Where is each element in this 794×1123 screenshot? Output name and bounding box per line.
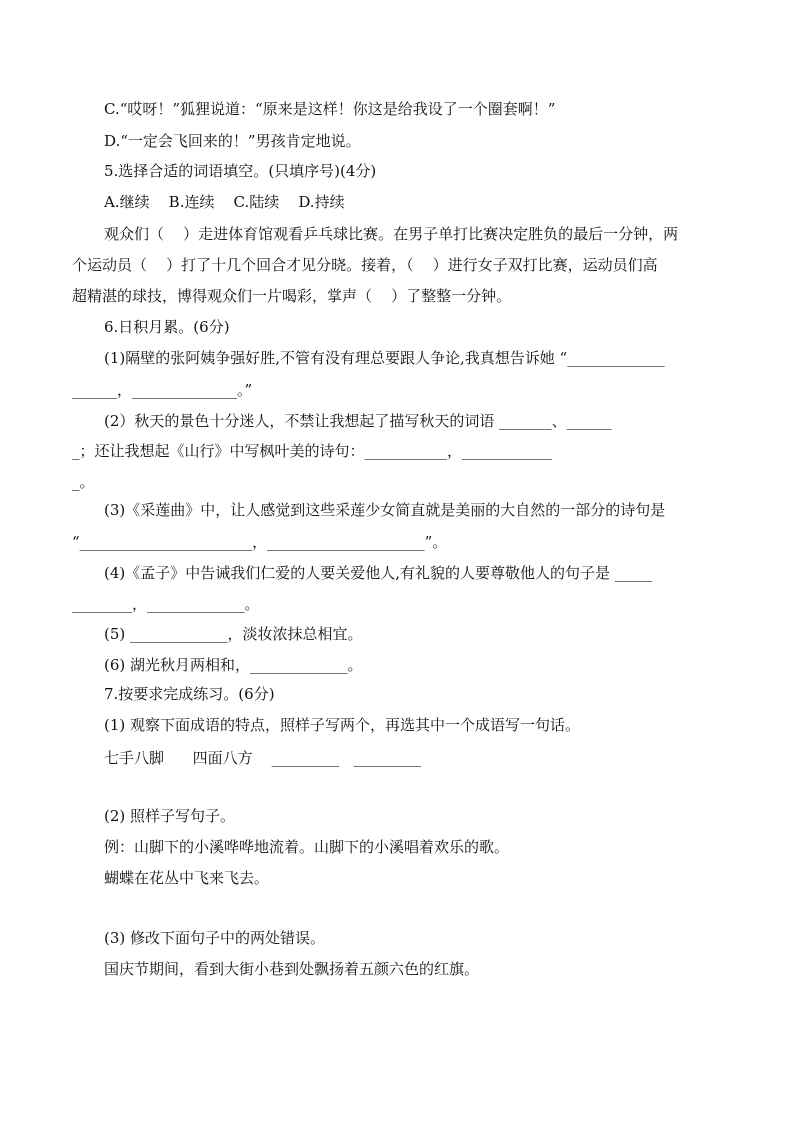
q4-option-d: D.“一定会飞回来的！”男孩肯定地说。 [104, 132, 361, 150]
q6-2-line3: _。 [72, 473, 95, 491]
q6-title: 6.日积月累。(6分) [104, 318, 230, 336]
q6-1-line1: (1)隔壁的张阿姨争强好胜,不管有没有理总要跟人争论,我真想告诉她 “_____________ [104, 349, 665, 367]
q7-3-instruction: (3) 修改下面句子中的两处错误。 [104, 929, 326, 947]
q6-1-line2: ______，______________。” [72, 381, 253, 399]
q6-3-line1: (3)《采莲曲》中，让人感觉到这些采莲少女简直就是美丽的大自然的一部分的诗句是 [104, 501, 666, 519]
q6-4-line2: ________，_____________。 [72, 595, 260, 613]
q6-6: (6) 湖光秋月两相和，_____________。 [104, 656, 363, 674]
q5-paragraph-line3: 超精湛的球技，博得观众们一片喝彩，掌声（ ）了整整一分钟。 [72, 287, 512, 305]
q7-2-task: 蝴蝶在花丛中飞来飞去。 [104, 869, 270, 887]
q6-3-line2: “_______________________，_____________________”。 [72, 533, 448, 551]
q5-title: 5.选择合适的词语填空。(只填序号)(4分) [104, 162, 377, 180]
q7-2-instruction: (2) 照样子写句子。 [104, 807, 236, 825]
q6-4-line1: (4)《孟子》中告诫我们仁爱的人要关爱他人,有礼貌的人要尊敬他人的句子是 _____ [104, 564, 653, 582]
q4-option-c: C.“哎呀！”狐狸说道：“原来是这样！你这是给我设了一个圈套啊！” [104, 100, 556, 118]
q7-1-instruction: (1) 观察下面成语的特点，照样子写两个，再选其中一个成语写一句话。 [104, 716, 581, 734]
q5-paragraph-line2: 个运动员（ ）打了十几个回合才见分晓。接着，（ ）进行女子双打比赛，运动员们高 [72, 256, 658, 274]
q6-2-line2: _；还让我想起《山行》中写枫叶美的诗句：___________，____________ [72, 442, 553, 460]
q7-3-task: 国庆节期间，看到大街小巷到处飘扬着五颜六色的红旗。 [104, 960, 480, 978]
q5-paragraph-line1: 观众们（ ）走进体育馆观看乒乓球比赛。在男子单打比赛决定胜负的最后一分钟，两 [104, 225, 679, 243]
q7-title: 7.按要求完成练习。(6分) [104, 685, 275, 703]
q7-2-example: 例：山脚下的小溪哗哗地流着。山脚下的小溪唱着欢乐的歌。 [104, 838, 510, 856]
q6-2-line1: (2）秋天的景色十分迷人，不禁让我想起了描写秋天的词语 _______、______ [104, 412, 612, 430]
q7-1-examples: 七手八脚 四面八方 _________ _________ [104, 749, 421, 767]
q5-options: A.继续 B.连续 C.陆续 D.持续 [104, 193, 345, 211]
q6-5: (5) _____________，淡妆浓抹总相宜。 [104, 625, 363, 643]
